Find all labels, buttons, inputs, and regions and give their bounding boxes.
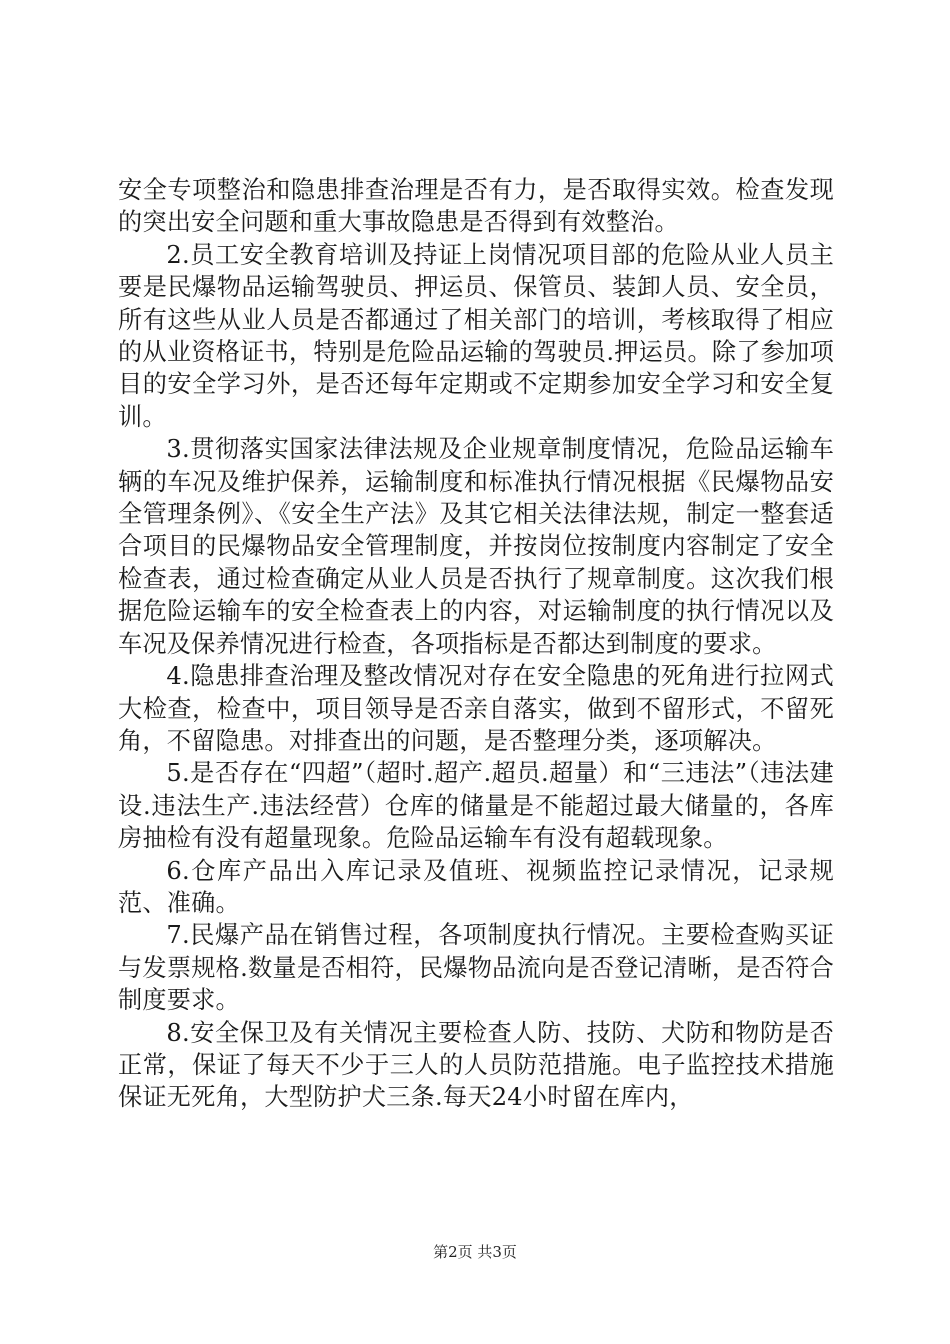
- paragraph-item-7: 7.民爆产品在销售过程，各项制度执行情况。主要检查购买证与发票规格.数量是否相符，民爆物品流向是否登记清晰，是否符合制度要求。: [118, 921, 834, 1015]
- paragraph-item-3: 3.贯彻落实国家法律法规及企业规章制度情况，危险品运输车辆的车况及维护保养，运输制度和标准执行情况根据《民爆物品安全管理条例》、《安全生产法》及其它相关法律法规，制定一整套适合项目的民爆物品安全管理制度，并按岗位按制度内容制定了安全检查表，通过检查确定从业人员是否执行了规章制度。这次我们根据危险运输车的安全检查表上的内容，对运输制度的执行情况以及车况及保养情况进行检查，各项指标是否都达到制度的要求。: [118, 435, 834, 658]
- paragraph-continuation: 安全专项整治和隐患排查治理是否有力，是否取得实效。检查发现的突出安全问题和重大事故隐患是否得到有效整治。: [118, 176, 834, 237]
- document-body: [118, 174, 834, 1114]
- paragraph-item-5: 5.是否存在“四超”（超时.超产.超员.超量）和“三违法”（违法建设.违法生产.违法经营）仓库的储量是不能超过最大储量的，各库房抽检有没有超量现象。危险品运输车有没有超载现象。: [118, 759, 834, 853]
- paragraph-item-2: 2.员工安全教育培训及持证上岗情况项目部的危险从业人员主要是民爆物品运输驾驶员、押运员、保管员、装卸人员、安全员，所有这些从业人员是否都通过了相关部门的培训，考核取得了相应的从业资格证书，特别是危险品运输的驾驶员.押运员。除了参加项目的安全学习外，是否还每年定期或不定期参加安全学习和安全复训。: [118, 240, 834, 431]
- paragraph-item-4: 4.隐患排查治理及整改情况对存在安全隐患的死角进行拉网式大检查，检查中，项目领导是否亲自落实，做到不留形式，不留死角，不留隐患。对排查出的问题，是否整理分类，逐项解决。: [118, 662, 834, 755]
- paragraph-item-8: 8.安全保卫及有关情况主要检查人防、技防、犬防和物防是否正常，保证了每天不少于三人的人员防范措施。电子监控技术措施保证无死角，大型防护犬三条.每天24小时留在库内，: [118, 1018, 834, 1112]
- page-number-footer: 第2页 共3页: [433, 1243, 517, 1261]
- paragraph-item-6: 6.仓库产品出入库记录及值班、视频监控记录情况，记录规范、准确。: [118, 856, 834, 917]
